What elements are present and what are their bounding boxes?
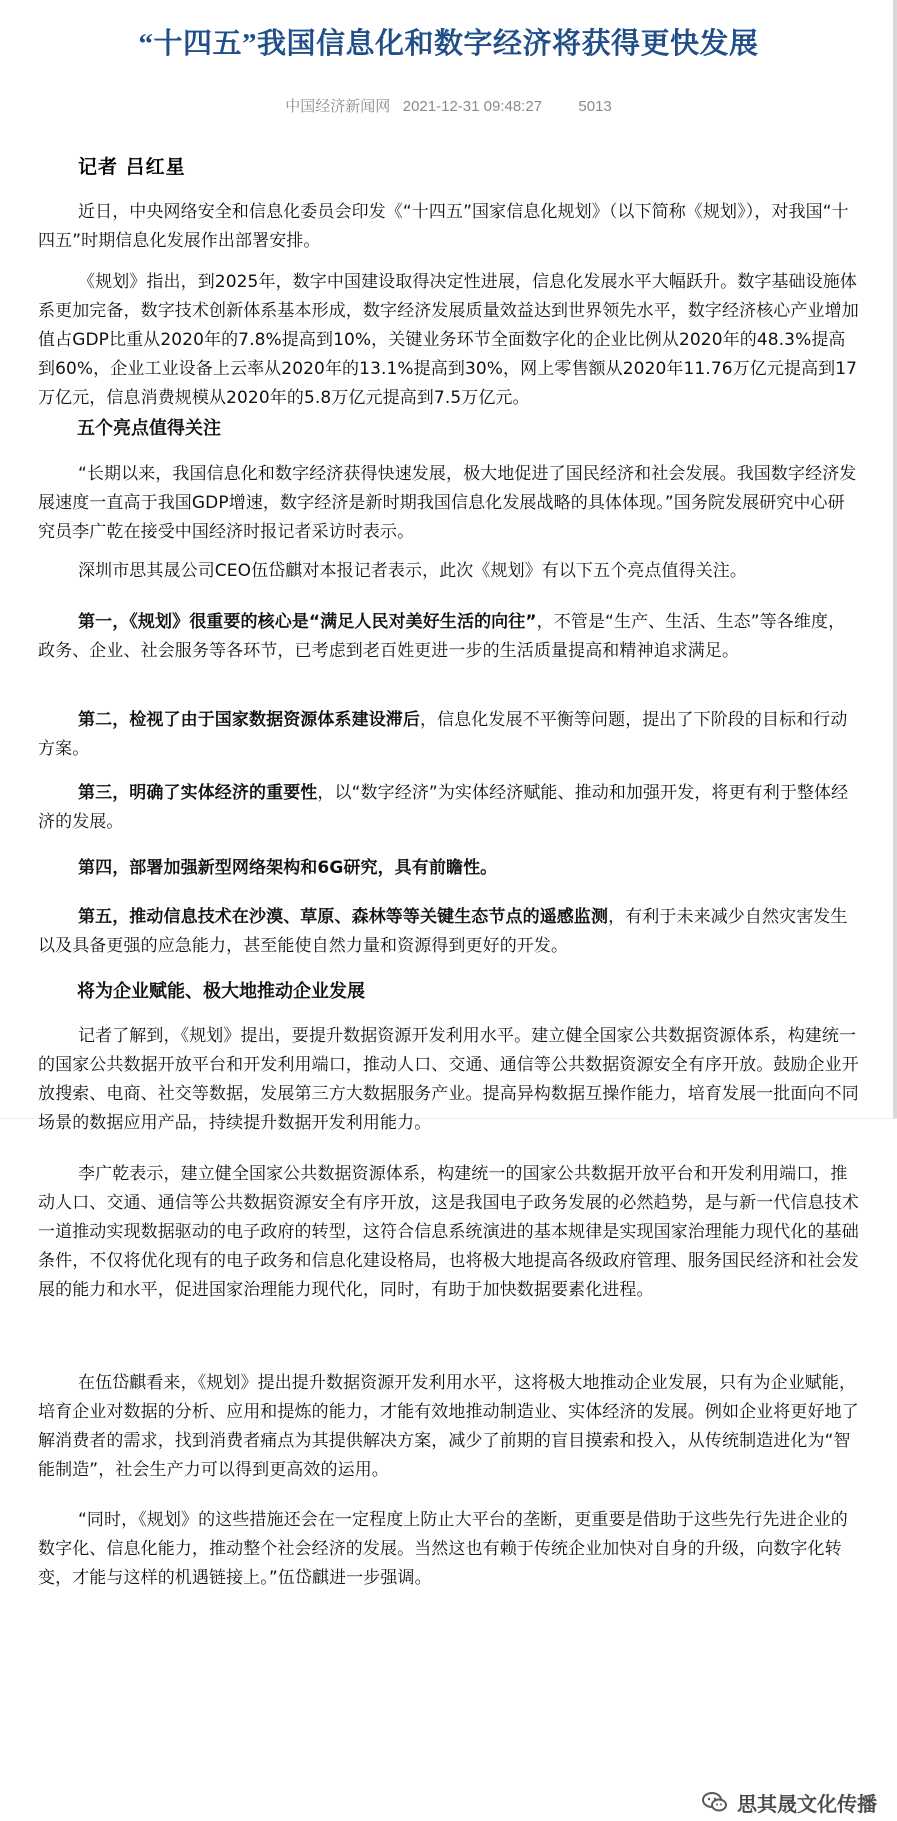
section-heading-highlights: 五个亮点值得关注: [77, 418, 221, 439]
paragraph-13: “同时，《规划》的这些措施还会在一定程度上防止大平台的垄断，更重要是借助于这些先行先进企业的数字化、信息化能力，推动整个社会经济的发展。当然这也有赖于传统企业加快对自身的升级，向数字化转变，才能与这样的机遇链接上。”伍岱麒进一步强调。: [38, 1510, 848, 1588]
section-heading-enterprise: 将为企业赋能、极大地推动企业发展: [77, 981, 365, 1002]
watermark-text: 思其晟文化传播: [737, 1791, 877, 1816]
highlight-2-heading: 第二，检视了由于国家数据资源体系建设滞后: [78, 710, 420, 730]
paragraph-12: 在伍岱麒看来，《规划》提出提升数据资源开发利用水平，这将极大地推动企业发展，只有为企业赋能，培育企业对数据的分析、应用和提炼的能力，才能有效地推动制造业、实体经济的发展。例如企业将更好地了解消费者的需求，找到消费者痛点为其提供解决方案，减少了前期的盲目摸索和投入，从传统制造进化为“智能制造”，社会生产力可以得到更高效的运用。: [38, 1373, 859, 1480]
article-reporter: 记者 吕红星: [78, 156, 186, 178]
highlight-3-text: ，以“数字经济”为实体经济赋能、推动和加强开发，将更有利于整体经济的发展。: [38, 783, 849, 832]
article-source: 中国经济新闻网: [285, 98, 391, 115]
article-views: 5013: [578, 98, 612, 115]
highlight-1-heading: 第一，《规划》很重要的核心是“满足人民对美好生活的向往”: [78, 612, 537, 632]
highlight-1-text: ，不管是“生产、生活、生态”等各维度，政务、企业、社会服务等各环节，已考虑到老百姓更进一步的生活质量提高和精神追求满足。: [38, 612, 846, 661]
paragraph-6: [38, 706, 861, 764]
highlight-3-heading: 第三，明确了实体经济的重要性: [78, 783, 318, 803]
highlight-4-heading: 第四，部署加强新型网络架构和6G研究，具有前瞻性。: [78, 858, 498, 878]
article-title: “十四五”我国信息化和数字经济将获得更快发展: [138, 28, 759, 60]
highlight-5-heading: 第五，推动信息技术在沙漠、草原、森林等等关键生态节点的遥感监测: [78, 907, 609, 927]
paragraph-7: [38, 779, 861, 837]
highlight-5-text: ，有利于未来减少自然灾害发生以及具备更强的应急能力，甚至能使自然力量和资源得到更好的开发。: [38, 907, 848, 956]
paragraph-2: 《规划》指出，到2025年，数字中国建设取得决定性进展，信息化发展水平大幅跃升。数字基础设施体系更加完备，数字技术创新体系基本形成，数字经济发展质量效益达到世界领先水平，数字经济核心产业增加值占GDP比重从2020年的7.8%提高到10%，关键业务环节全面数字化的企业比例从2020年的48.3%提高到60%，企业工业设备上云率从2020年的13.1%提高到30%，网上零售额从2020年11.76万亿元提高到17万亿元，信息消费规模从2020年的5.8万亿元提高到7.5万亿元。: [38, 272, 859, 408]
paragraph-3: “长期以来，我国信息化和数字经济获得快速发展，极大地促进了国民经济和社会发展。我国数字经济发展速度一直高于我国GDP增速，数字经济是新时期我国信息化发展战略的具体体现。”国务院发展研究中心研究员李广乾在接受中国经济时报记者采访时表示。: [38, 464, 857, 542]
paragraph-11: 李广乾表示，建立健全国家公共数据资源体系，构建统一的国家公共数据开放平台和开发利用端口，推动人口、交通、通信等公共数据资源安全有序开放，这是我国电子政务发展的必然趋势，是与新一代信息技术一道推动实现数据驱动的电子政府的转型，这符合信息系统演进的基本规律是实现国家治理能力现代化的基础条件，不仅将优化现有的电子政务和信息化建设格局，也将极大地提高各级政府管理、服务国民经济和社会发展的能力和水平，促进国家治理能力现代化，同时，有助于加快数据要素化进程。: [38, 1164, 859, 1300]
wechat-icon: [701, 1790, 729, 1814]
panel-right-edge: [893, 0, 897, 1118]
article-meta: [0, 96, 897, 118]
paragraph-8: [38, 854, 861, 883]
paragraph-1: 近日，中央网络安全和信息化委员会印发《“十四五”国家信息化规划》（以下简称《规划》），对我国“十四五”时期信息化发展作出部署安排。: [38, 202, 849, 251]
wechat-watermark: [697, 1788, 877, 1816]
paragraph-10: 记者了解到，《规划》提出，要提升数据资源开发利用水平。建立健全国家公共数据资源体系，构建统一的国家公共数据开放平台和开发利用端口，推动人口、交通、通信等公共数据资源安全有序开放。鼓励企业开放搜索、电商、社交等数据，发展第三方大数据服务产业。提高异构数据互操作能力，培育发展一批面向不同场景的数据应用产品，持续提升数据开发利用能力。: [38, 1026, 859, 1133]
paragraph-9: [38, 903, 861, 961]
highlight-2-text: ，信息化发展不平衡等问题，提出了下阶段的目标和行动方案。: [38, 710, 848, 759]
paragraph-5: [38, 608, 861, 666]
paragraph-4: 深圳市思其晟公司CEO伍岱麒对本报记者表示，此次《规划》有以下五个亮点值得关注。: [78, 561, 747, 581]
article-datetime: 2021-12-31 09:48:27: [402, 98, 543, 115]
